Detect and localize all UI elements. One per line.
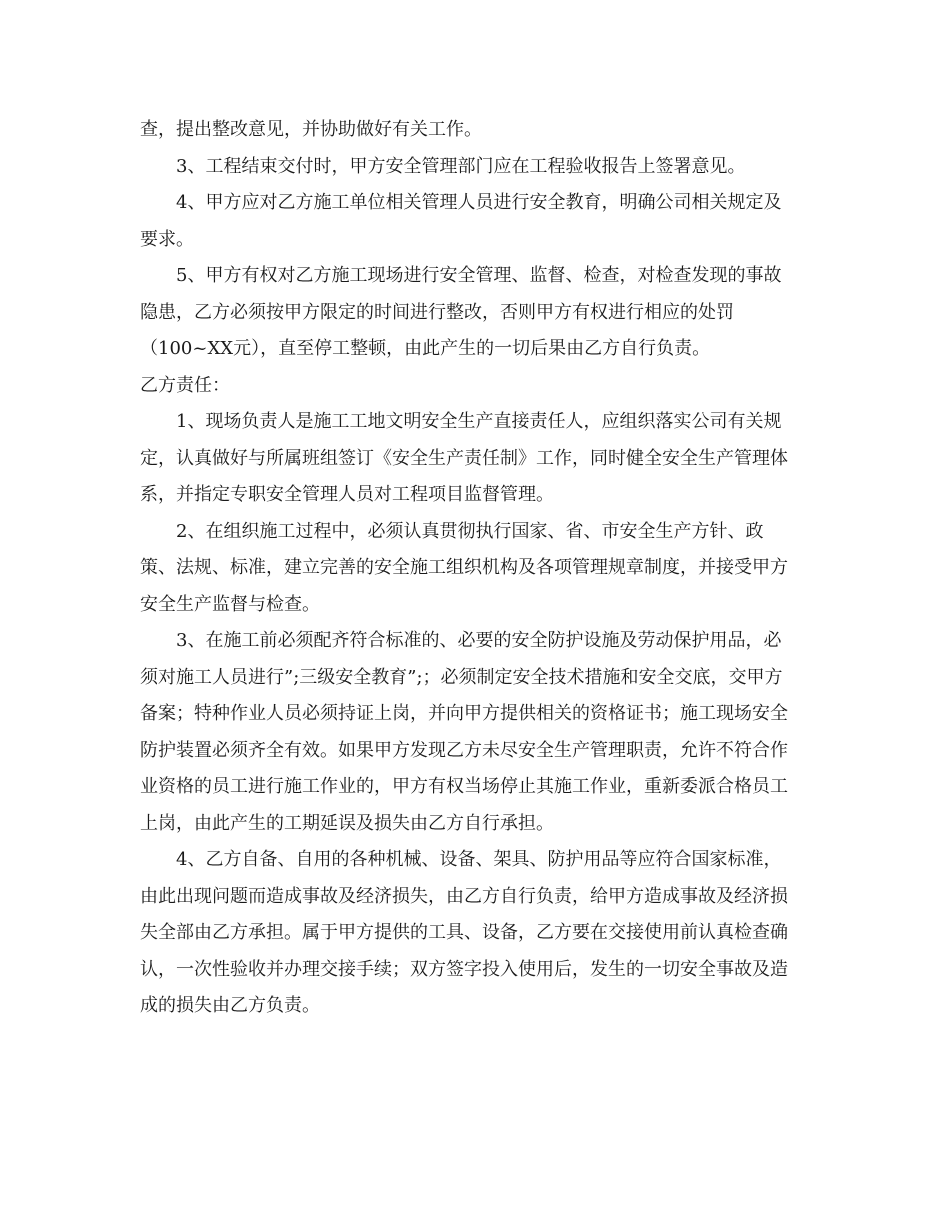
document-body	[140, 112, 816, 1025]
text-line: 3、工程结束交付时，甲方安全管理部门应在工程验收报告上签署意见。	[176, 155, 746, 177]
text-line: 查，提出整改意见，并协助做好有关工作。	[140, 119, 482, 140]
text-line: 业资格的员工进行施工作业的，甲方有权当场停止其施工作业，重新委派合格员工	[140, 776, 788, 797]
text-line: 认，一次性验收并办理交接手续；双方签字投入使用后，发生的一切安全事故及造	[140, 958, 788, 980]
text-line: 由此出现问题而造成事故及经济损失，由乙方自行负责，给甲方造成事故及经济损	[140, 885, 788, 907]
text-line: 5、甲方有权对乙方施工现场进行安全管理、监督、检查，对检查发现的事故	[176, 265, 782, 286]
text-line: 4、乙方自备、自用的各种机械、设备、架具、防护用品等应符合国家标准，	[176, 849, 782, 870]
text-line: 乙方责任：	[140, 374, 230, 396]
text-line: （100~XX元），直至停工整顿，由此产生的一切后果由乙方自行负责。	[140, 338, 711, 359]
text-line: 策、法规、标准，建立完善的安全施工组织机构及各项管理规章制度，并接受甲方	[140, 557, 788, 578]
text-line: 须对施工人员进行”;三级安全教育”;；必须制定安全技术措施和安全交底，交甲方	[140, 666, 783, 688]
paragraph	[140, 112, 816, 149]
paragraph	[140, 258, 816, 368]
paragraph	[140, 842, 816, 1025]
text-line: 定，认真做好与所属班组签订《安全生产责任制》工作，同时健全安全生产管理体	[140, 447, 788, 469]
text-line: 安全生产监督与检查。	[140, 593, 320, 615]
text-line: 隐患，乙方必须按甲方限定的时间进行整改，否则甲方有权进行相应的处罚	[140, 301, 734, 323]
text-line: 失全部由乙方承担。属于甲方提供的工具、设备，乙方要在交接使用前认真检查确	[140, 922, 788, 943]
text-line: 3、在施工前必须配齐符合标准的、必要的安全防护设施及劳动保护用品，必	[176, 630, 782, 651]
text-line: 要求。	[140, 228, 194, 250]
text-line: 1、现场负责人是施工工地文明安全生产直接责任人，应组织落实公司有关规	[176, 411, 782, 432]
paragraph	[140, 149, 816, 186]
text-line: 2、在组织施工过程中，必须认真贯彻执行国家、省、市安全生产方针、政	[176, 520, 764, 542]
text-line: 成的损失由乙方负责。	[140, 995, 320, 1016]
text-line: 防护装置必须齐全有效。如果甲方发现乙方未尽安全生产管理职责，允许不符合作	[140, 739, 788, 761]
paragraph	[140, 514, 816, 624]
text-line: 4、甲方应对乙方施工单位相关管理人员进行安全教育，明确公司相关规定及	[176, 192, 782, 213]
paragraph	[140, 185, 816, 258]
text-line: 系，并指定专职安全管理人员对工程项目监督管理。	[140, 484, 554, 505]
text-line: 备案；特种作业人员必须持证上岗，并向甲方提供相关的资格证书；施工现场安全	[140, 703, 788, 724]
paragraph	[140, 623, 816, 842]
section-heading	[140, 368, 816, 405]
paragraph	[140, 404, 816, 514]
text-line: 上岗，由此产生的工期延误及损失由乙方自行承担。	[140, 812, 554, 834]
